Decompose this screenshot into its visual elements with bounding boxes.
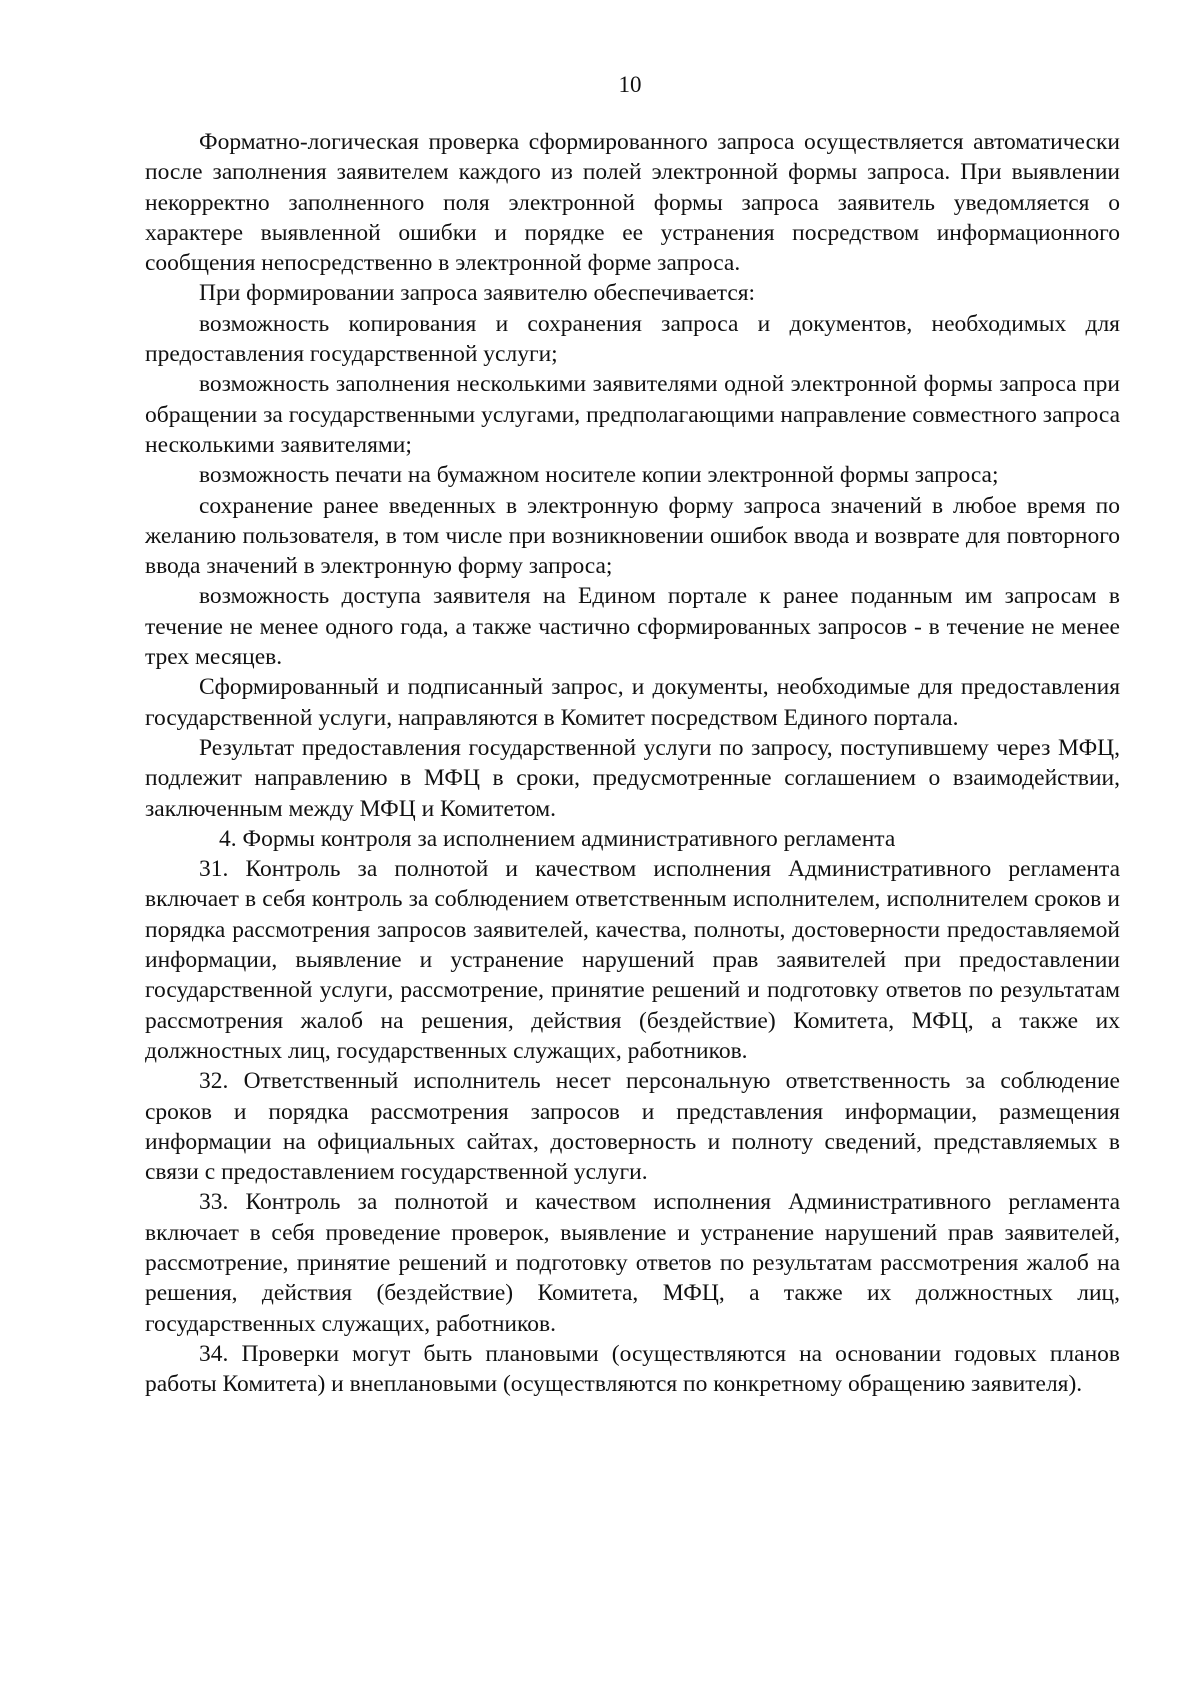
document-body xyxy=(145,127,1120,1399)
section-heading: 4. Формы контроля за исполнением административного регламента xyxy=(219,825,896,852)
paragraph-item-31: 31. Контроль за полнотой и качеством исполнения Административного регламента включает в себя контроль за соблюдением ответственным исполнителем, исполнителем сроков и порядка рассмотрения запросов заявителей, качества, полноты, достоверности предоставляемой информации, выявление и устранение нарушений прав заявителей при предоставлении государственной услуги, рассмотрение, принятие решений и подготовку ответов по результатам рассмотрения жалоб на решения, действия (бездействие) Комитета, МФЦ, а также их должностных лиц, государственных служащих, работников. xyxy=(145,856,1120,1064)
paragraph-print: возможность печати на бумажном носителе копии электронной формы запроса; xyxy=(199,462,999,489)
paragraph-item-32: 32. Ответственный исполнитель несет персональную ответственность за соблюдение сроков и порядка рассмотрения запросов и представления информации, размещения информации на официальных сайтах, достоверность и полноту сведений, представляемых в связи с предоставлением государственной услуги. xyxy=(145,1068,1120,1186)
paragraph-item-33: 33. Контроль за полнотой и качеством исполнения Административного регламента включает в себя проведение проверок, выявление и устранение нарушений прав заявителей, рассмотрение, принятие решений и подготовку ответов по результатам рассмотрения жалоб на решения, действия (бездействие) Комитета, МФЦ, а также их должностных лиц, государственных служащих, работников. xyxy=(145,1189,1120,1337)
paragraph-format-check: Форматно-логическая проверка сформированного запроса осуществляется автоматически после заполнения заявителем каждого из полей электронной формы запроса. При выявлении некорректно заполненного поля электронной формы запроса заявитель уведомляется о характере выявленной ошибки и порядке ее устранения посредством информационного сообщения непосредственно в электронной форме запроса. xyxy=(145,129,1120,277)
paragraph-submission: Сформированный и подписанный запрос, и документы, необходимые для предоставления государственной услуги, направляются в Комитет посредством Единого портала. xyxy=(145,674,1120,731)
paragraph-save-values: сохранение ранее введенных в электронную форму запроса значений в любое время по желанию пользователя, в том числе при возникновении ошибок ввода и возврате для повторного ввода значений в электронную форму запроса; xyxy=(145,492,1120,580)
paragraph-item-34: 34. Проверки могут быть плановыми (осуществляются на основании годовых планов работы Комитета) и внеплановыми (осуществляются по конкретному обращению заявителя). xyxy=(145,1340,1120,1398)
paragraph-copy-save: возможность копирования и сохранения запроса и документов, необходимых для предоставления государственной услуги; xyxy=(145,310,1120,368)
paragraph-mfc-result: Результат предоставления государственной услуги по запросу, поступившему через МФЦ, подлежит направлению в МФЦ в сроки, предусмотренные соглашением о взаимодействии, заключенным между МФЦ и Комитетом. xyxy=(145,734,1120,822)
page-number: 10 xyxy=(618,72,642,97)
paragraph-portal-access: возможность доступа заявителя на Едином портале к ранее поданным им запросам в течение не менее одного года, а также частично сформированных запросов - в течение не менее трех месяцев. xyxy=(145,583,1120,671)
paragraph-joint-fill: возможность заполнения несколькими заявителями одной электронной формы запроса при обращении за государственными услугами, предполагающими направление совместного запроса несколькими заявителями; xyxy=(145,371,1120,458)
paragraph-request-provisions-intro: При формировании запроса заявителю обеспечивается: xyxy=(199,280,756,307)
